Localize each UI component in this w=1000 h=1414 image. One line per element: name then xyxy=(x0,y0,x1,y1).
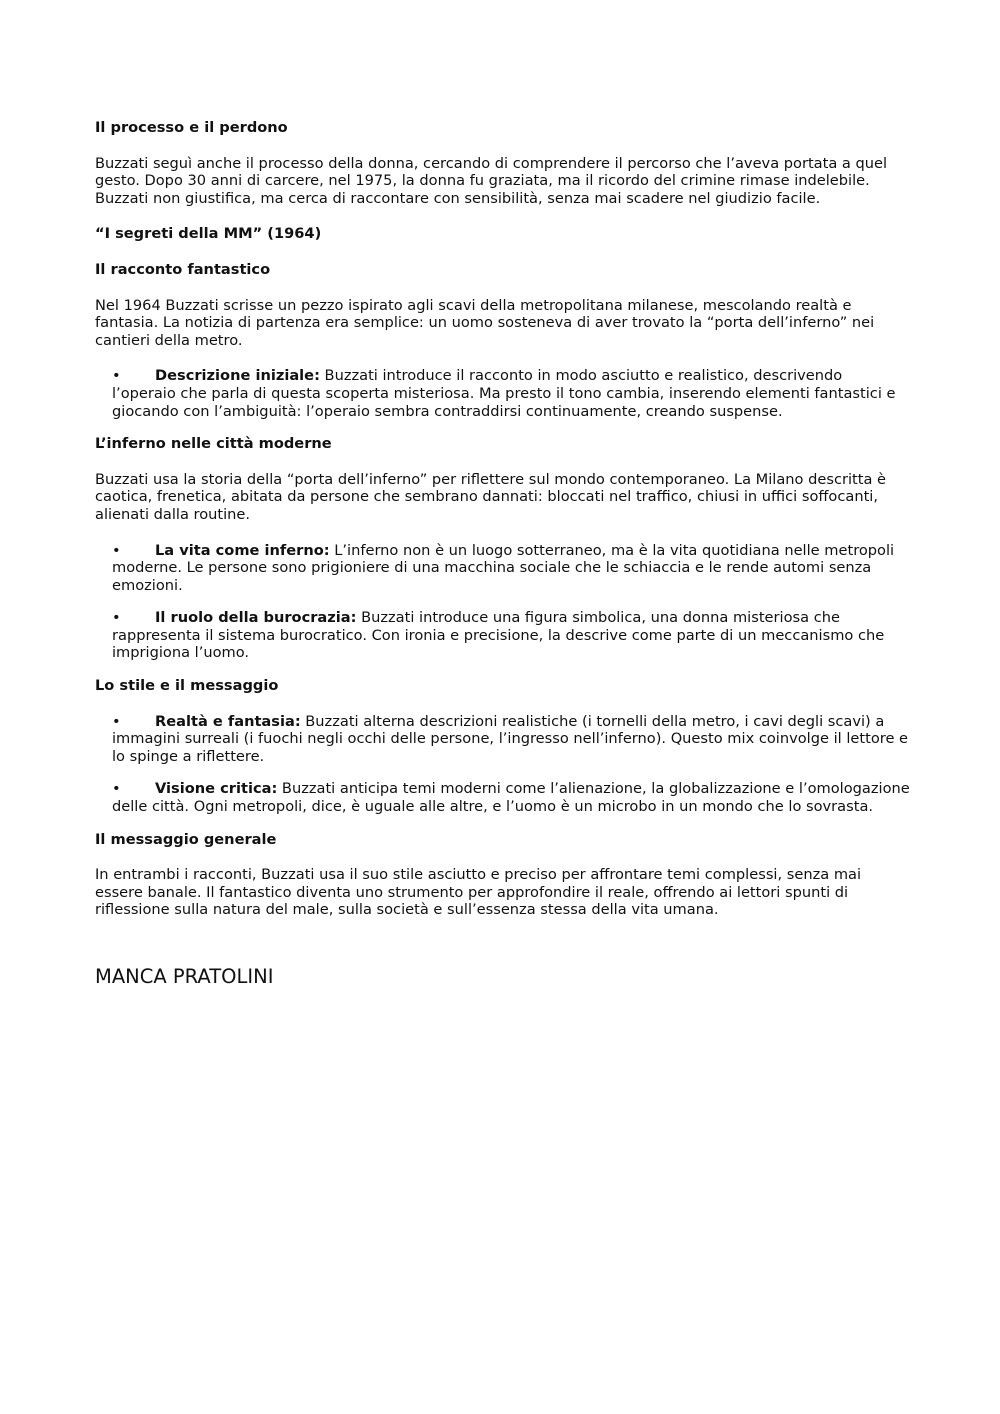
bullet-mark: • xyxy=(112,367,121,385)
list-item xyxy=(112,780,910,815)
list-item xyxy=(112,713,910,766)
footer-note: MANCA PRATOLINI xyxy=(95,965,274,988)
bullet-label: Il ruolo della burocrazia: xyxy=(155,609,357,627)
bullet-text: Buzzati introduce una figura simbolica, una donna misteriosa che rappresenta il sistema burocratico. Con ironia e precisione, la descrive come parte di un meccanismo che imprigiona l’uomo. xyxy=(112,609,885,662)
paragraph-inferno: Buzzati usa la storia della “porta dell’inferno” per riflettere sul mondo contemporaneo. La Milano descritta è caotica, frenetica, abitata da persone che sembrano dannati: bloccati nel traffico, chiusi in uffici soffocanti, alienati dalla routine. xyxy=(95,470,887,523)
heading-segreti-mm: “I segreti della MM” (1964) xyxy=(95,225,322,243)
heading-messaggio: Il messaggio generale xyxy=(95,830,277,848)
bullet-label: Visione critica: xyxy=(155,780,278,798)
bullet-label: Realtà e fantasia: xyxy=(155,712,301,730)
bullet-text: L’inferno non è un luogo sotterraneo, ma è la vita quotidiana nelle metropoli moderne. Le persone sono prigioniere di una macchina sociale che le schiaccia e le rende automi senza emozioni. xyxy=(112,541,895,594)
paragraph-processo: Buzzati seguì anche il processo della donna, cercando di comprendere il percorso che l’aveva portata a quel gesto. Dopo 30 anni di carcere, nel 1975, la donna fu graziata, ma il ricordo del crimine rimase indelebile. Buzzati non giustifica, ma cerca di raccontare con sensibilità, senza mai scadere nel giudizio facile. xyxy=(95,154,888,207)
paragraph-messaggio: In entrambi i racconti, Buzzati usa il suo stile asciutto e preciso per affrontare temi complessi, senza mai essere banale. Il fantastico diventa uno strumento per approfondire il reale, offrendo ai lettori spunti di riflessione sulla natura del male, sulla società e sull’essenza stessa della vita umana. xyxy=(95,866,862,919)
bullet-mark: • xyxy=(112,712,121,730)
paragraph-racconto: Nel 1964 Buzzati scrisse un pezzo ispirato agli scavi della metropolitana milanese, mescolando realtà e fantasia. La notizia di partenza era semplice: un uomo sosteneva di aver trovato la “porta dell’inferno” nei cantieri della metro. xyxy=(95,296,875,349)
bullet-mark: • xyxy=(112,541,121,559)
bullet-label: La vita come inferno: xyxy=(155,541,330,559)
heading-inferno: L’inferno nelle città moderne xyxy=(95,435,332,453)
list-item xyxy=(112,609,910,662)
bullet-label: Descrizione iniziale: xyxy=(155,367,320,385)
bullet-mark: • xyxy=(112,780,121,798)
bullet-mark: • xyxy=(112,609,121,627)
list-item xyxy=(112,542,910,595)
bullet-text: Buzzati introduce il racconto in modo asciutto e realistico, descrivendo l’operaio che parla di questa scoperta misteriosa. Ma presto il tono cambia, inserendo elementi fantastici e giocando con l’ambiguità: l’operaio sembra contraddirsi continuamente, creando suspense. xyxy=(112,367,896,420)
heading-stile: Lo stile e il messaggio xyxy=(95,677,279,695)
heading-racconto-fantastico: Il racconto fantastico xyxy=(95,260,271,278)
document-page xyxy=(95,119,910,989)
bullet-text: Buzzati alterna descrizioni realistiche (i tornelli della metro, i cavi degli scavi) a immagini surreali (i fuochi negli occhi delle persone, l’ingresso nell’inferno). Questo mix coinvolge il lettore e lo spinge a riflettere. xyxy=(112,712,909,765)
heading-processo: Il processo e il perdono xyxy=(95,119,288,136)
list-item xyxy=(112,367,910,420)
bullet-text: Buzzati anticipa temi moderni come l’alienazione, la globalizzazione e l’omologazione delle città. Ogni metropoli, dice, è uguale alle altre, e l’uomo è un microbo in un mondo che lo sovrasta. xyxy=(112,780,910,816)
